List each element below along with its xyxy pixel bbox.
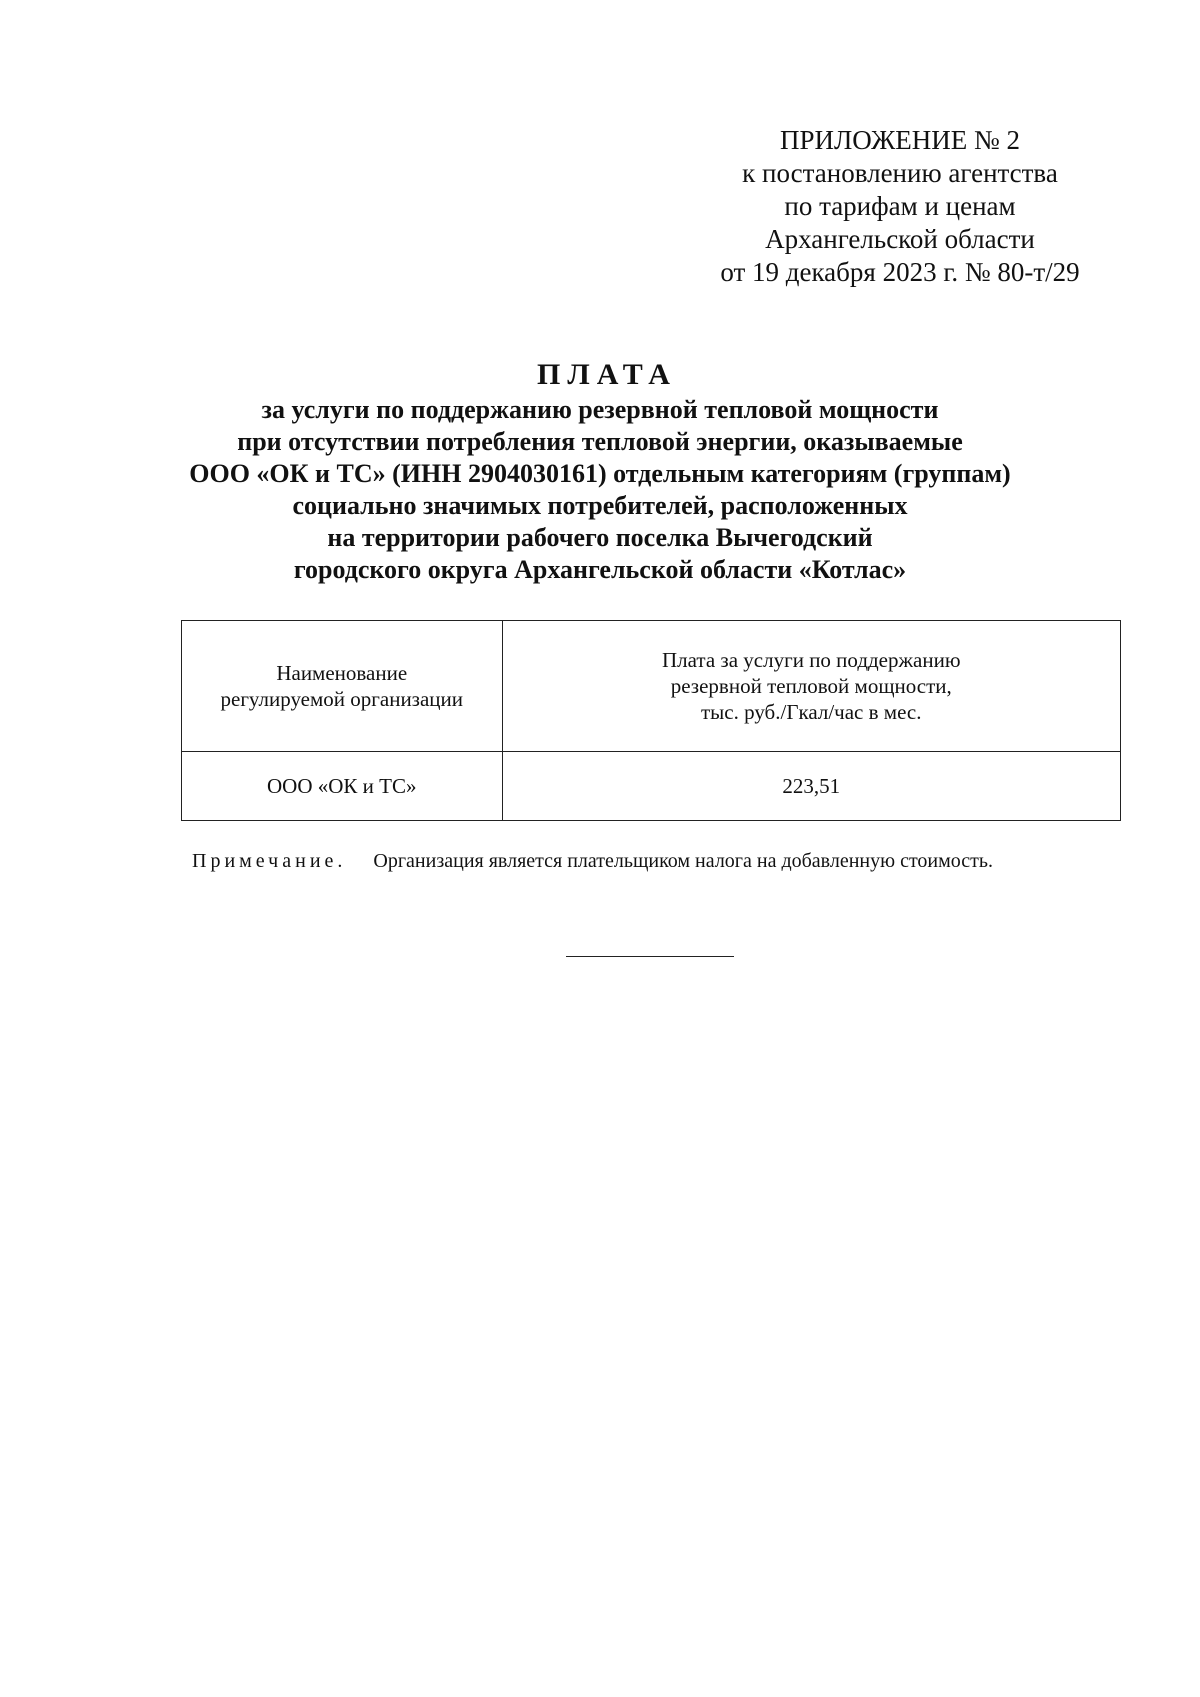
header-fee: Плата за услуги по поддержанию резервной тепловой мощности, тыс. руб./Гкал/час в мес. [502, 621, 1120, 752]
appendix-number: ПРИЛОЖЕНИЕ № 2 [779, 125, 1021, 155]
title-line: ООО «ОК и ТС» (ИНН 2904030161) отдельным категориям (группам) [189, 459, 1011, 488]
document-title [140, 356, 1060, 586]
title-line: городского округа Архангельской области «Котлас» [293, 555, 907, 584]
note [192, 850, 1112, 873]
note-text: Организация является плательщиком налога на добавленную стоимость. [373, 850, 994, 872]
title-line: при отсутствии потребления тепловой энергии, оказываемые [237, 427, 963, 456]
title-line: за услуги по поддержанию резервной тепловой мощности [261, 395, 939, 424]
appendix-date: от 19 декабря 2023 г. № 80-т/29 [720, 257, 1080, 287]
header-organization: Наименование регулируемой организации [182, 621, 503, 752]
appendix-line: по тарифам и ценам [784, 191, 1016, 221]
title-line: социально значимых потребителей, расположенных [292, 491, 908, 520]
appendix-line: Архангельской области [765, 224, 1035, 254]
appendix-line: к постановлению агентства [742, 158, 1058, 188]
note-label: Примечание. [192, 850, 347, 872]
fee-table [181, 620, 1121, 821]
title-main: ПЛАТА [537, 358, 677, 391]
title-line: на территории рабочего поселка Вычегодский [327, 523, 873, 552]
appendix-header [690, 124, 1110, 289]
closing-divider [566, 956, 734, 957]
cell-fee-value: 223,51 [502, 752, 1120, 821]
table-row [182, 752, 1121, 821]
cell-organization: ООО «ОК и ТС» [182, 752, 503, 821]
table-header-row [182, 621, 1121, 752]
